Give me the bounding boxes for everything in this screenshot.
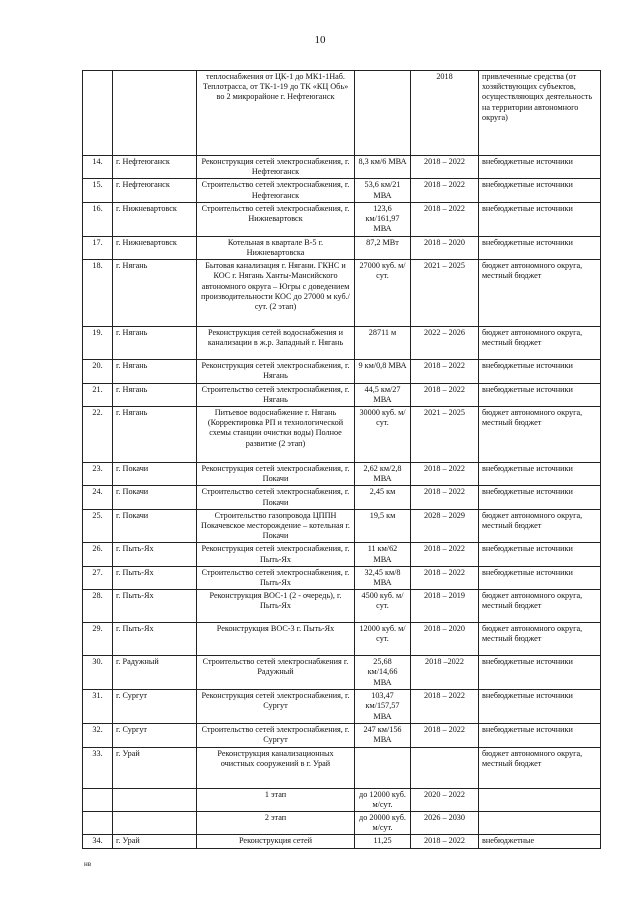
location-cell: г. Сургут — [113, 690, 197, 724]
funding-source-cell: внебюджетные источники — [479, 179, 601, 202]
row-number: 18. — [83, 260, 113, 327]
funding-source-cell: внебюджетные источники — [479, 202, 601, 236]
funding-source-cell: внебюджетные источники — [479, 236, 601, 259]
years-cell: 2018 – 2022 — [411, 463, 479, 486]
location-cell — [113, 71, 197, 156]
capacity-cell: 8,3 км/6 МВА — [355, 156, 411, 179]
row-number: 31. — [83, 690, 113, 724]
row-number: 14. — [83, 156, 113, 179]
location-cell: г. Нягань — [113, 407, 197, 463]
table-row — [83, 724, 601, 747]
object-cell: Реконструкция сетей электроснабжения, г. Нефтеюганск — [197, 156, 355, 179]
row-number: 15. — [83, 179, 113, 202]
funding-source-cell: бюджет автономного округа, местный бюджет — [479, 327, 601, 360]
row-number: 25. — [83, 509, 113, 543]
years-cell: 2018 – 2022 — [411, 724, 479, 747]
funding-source-cell: внебюджетные источники — [479, 486, 601, 509]
table-row — [83, 360, 601, 383]
table-row — [83, 690, 601, 724]
location-cell: г. Урай — [113, 835, 197, 849]
location-cell: г. Нягань — [113, 360, 197, 383]
years-cell: 2028 – 2029 — [411, 509, 479, 543]
table-row — [83, 463, 601, 486]
object-cell: Строительство сетей электроснабжения, г. Нягань — [197, 383, 355, 406]
object-cell: Строительство сетей электроснабжения, г. Нефтеюганск — [197, 179, 355, 202]
location-cell: г. Пыть-Ях — [113, 590, 197, 623]
table-row — [83, 71, 601, 156]
table-row — [83, 509, 601, 543]
capacity-cell: 247 км/156 МВА — [355, 724, 411, 747]
funding-source-cell: бюджет автономного округа, местный бюджет — [479, 509, 601, 543]
funding-source-cell: внебюджетные источники — [479, 566, 601, 589]
funding-source-cell: внебюджетные источники — [479, 360, 601, 383]
location-cell: г. Пыть-Ях — [113, 566, 197, 589]
row-number — [83, 71, 113, 156]
table-row — [83, 812, 601, 835]
years-cell: 2022 – 2026 — [411, 327, 479, 360]
capacity-cell: 2,45 км — [355, 486, 411, 509]
table-row — [83, 236, 601, 259]
row-number: 20. — [83, 360, 113, 383]
object-cell: Строительство сетей электроснабжения, г. Сургут — [197, 724, 355, 747]
location-cell: г. Покачи — [113, 463, 197, 486]
table-row — [83, 156, 601, 179]
footer-mark: нв — [84, 860, 92, 868]
object-cell: 1 этап — [197, 788, 355, 811]
years-cell: 2018 – 2022 — [411, 383, 479, 406]
years-cell: 2018 – 2022 — [411, 486, 479, 509]
row-number: 16. — [83, 202, 113, 236]
funding-source-cell: бюджет автономного округа, местный бюджет — [479, 260, 601, 327]
row-number: 17. — [83, 236, 113, 259]
years-cell: 2018 – 2020 — [411, 623, 479, 656]
capacity-cell: 11,25 — [355, 835, 411, 849]
table-row — [83, 835, 601, 849]
object-cell: Реконструкция сетей электроснабжения, г. Покачи — [197, 463, 355, 486]
years-cell: 2018 – 2019 — [411, 590, 479, 623]
years-cell: 2018 — [411, 71, 479, 156]
funding-source-cell: внебюджетные источники — [479, 156, 601, 179]
capacity-cell: 32,45 км/8 МВА — [355, 566, 411, 589]
row-number: 29. — [83, 623, 113, 656]
years-cell: 2018 – 2022 — [411, 202, 479, 236]
capacity-cell: 103,47 км/157,57 МВА — [355, 690, 411, 724]
object-cell: Строительство газопровода ЦППН Покачевское месторождение – котельная г. Покачи — [197, 509, 355, 543]
years-cell: 2018 – 2022 — [411, 156, 479, 179]
funding-source-cell: внебюджетные источники — [479, 463, 601, 486]
table-body — [83, 71, 601, 849]
capacity-cell: 53,6 км/21 МВА — [355, 179, 411, 202]
row-number: 28. — [83, 590, 113, 623]
funding-source-cell: внебюджетные источники — [479, 656, 601, 690]
location-cell: г. Пыть-Ях — [113, 543, 197, 566]
row-number: 34. — [83, 835, 113, 849]
funding-source-cell: внебюджетные источники — [479, 383, 601, 406]
page-number: 10 — [314, 34, 326, 46]
table-row — [83, 179, 601, 202]
years-cell — [411, 747, 479, 788]
location-cell — [113, 812, 197, 835]
object-cell: Питьевое водоснабжение г. Нягань (Корректировка РП и технологической схемы станции очистки воды) Полное развитие (2 этап) — [197, 407, 355, 463]
years-cell: 2018 – 2022 — [411, 543, 479, 566]
object-cell: 2 этап — [197, 812, 355, 835]
years-cell: 2026 – 2030 — [411, 812, 479, 835]
row-number: 23. — [83, 463, 113, 486]
years-cell: 2018 – 2022 — [411, 566, 479, 589]
object-cell: Строительство сетей электроснабжения, г. Нижневартовск — [197, 202, 355, 236]
capacity-cell: 12000 куб. м/сут. — [355, 623, 411, 656]
object-cell: Реконструкция сетей электроснабжения, г. Пыть-Ях — [197, 543, 355, 566]
years-cell: 2020 – 2022 — [411, 788, 479, 811]
row-number: 32. — [83, 724, 113, 747]
object-cell: Строительство сетей электроснабжения, г. Пыть-Ях — [197, 566, 355, 589]
location-cell — [113, 788, 197, 811]
location-cell: г. Нижневартовск — [113, 202, 197, 236]
location-cell: г. Покачи — [113, 486, 197, 509]
row-number: 21. — [83, 383, 113, 406]
object-cell: Бытовая канализация г. Нягани. ГКНС и КОС г. Нягань Ханты-Мансийского автономного округа – Югры с доведением производительности КОС до 27000 м куб./сут. (2 этап) — [197, 260, 355, 327]
table-row — [83, 788, 601, 811]
location-cell: г. Урай — [113, 747, 197, 788]
capacity-cell: 30000 куб. м/сут. — [355, 407, 411, 463]
capacity-cell: 9 км/0,8 МВА — [355, 360, 411, 383]
row-number: 24. — [83, 486, 113, 509]
years-cell: 2018 – 2022 — [411, 690, 479, 724]
table-row — [83, 747, 601, 788]
table-row — [83, 623, 601, 656]
capacity-cell — [355, 71, 411, 156]
object-cell: Реконструкция канализационных очистных сооружений в г. Урай — [197, 747, 355, 788]
capacity-cell: 28711 м — [355, 327, 411, 360]
row-number: 30. — [83, 656, 113, 690]
location-cell: г. Сургут — [113, 724, 197, 747]
years-cell: 2021 – 2025 — [411, 260, 479, 327]
table-row — [83, 202, 601, 236]
row-number: 26. — [83, 543, 113, 566]
row-number — [83, 788, 113, 811]
funding-source-cell: бюджет автономного округа, местный бюджет — [479, 747, 601, 788]
capacity-cell: 19,5 км — [355, 509, 411, 543]
location-cell: г. Нягань — [113, 383, 197, 406]
funding-source-cell — [479, 788, 601, 811]
funding-source-cell: внебюджетные — [479, 835, 601, 849]
years-cell: 2018 – 2022 — [411, 179, 479, 202]
row-number: 19. — [83, 327, 113, 360]
object-cell: Строительство сетей электроснабжения, г. Покачи — [197, 486, 355, 509]
years-cell: 2021 – 2025 — [411, 407, 479, 463]
row-number: 27. — [83, 566, 113, 589]
funding-source-cell: внебюджетные источники — [479, 690, 601, 724]
years-cell: 2018 – 2020 — [411, 236, 479, 259]
table-row — [83, 260, 601, 327]
location-cell: г. Нефтеюганск — [113, 179, 197, 202]
row-number — [83, 812, 113, 835]
capacity-cell: до 12000 куб. м/сут. — [355, 788, 411, 811]
funding-source-cell: бюджет автономного округа, местный бюджет — [479, 407, 601, 463]
capacity-cell — [355, 747, 411, 788]
capacity-cell: 4500 куб. м/сут. — [355, 590, 411, 623]
object-cell: Реконструкция сетей электроснабжения, г. Нягань — [197, 360, 355, 383]
capacity-cell: до 20000 куб. м/сут. — [355, 812, 411, 835]
location-cell: г. Нягань — [113, 327, 197, 360]
object-cell: Строительство сетей электроснабжения г. Радужный — [197, 656, 355, 690]
capacity-cell: 87,2 МВт — [355, 236, 411, 259]
years-cell: 2018 – 2022 — [411, 835, 479, 849]
capacity-cell: 11 км/62 МВА — [355, 543, 411, 566]
location-cell: г. Радужный — [113, 656, 197, 690]
capacity-cell: 25,68 км/14,66 МВА — [355, 656, 411, 690]
location-cell: г. Нягань — [113, 260, 197, 327]
row-number: 22. — [83, 407, 113, 463]
object-cell: Реконструкция ВОС-3 г. Пыть-Ях — [197, 623, 355, 656]
row-number: 33. — [83, 747, 113, 788]
table-row — [83, 486, 601, 509]
capacity-cell: 123,6 км/161,97 МВА — [355, 202, 411, 236]
years-cell: 2018 – 2022 — [411, 360, 479, 383]
funding-source-cell: бюджет автономного округа, местный бюджет — [479, 623, 601, 656]
location-cell: г. Нефтеюганск — [113, 156, 197, 179]
funding-source-cell — [479, 812, 601, 835]
table-row — [83, 656, 601, 690]
object-cell: Реконструкция ВОС-1 (2 - очередь), г. Пыть-Ях — [197, 590, 355, 623]
funding-source-cell: привлеченные средства (от хозяйствующих субъектов, осуществляющих деятельность на территории автономного округа) — [479, 71, 601, 156]
object-cell: Реконструкция сетей водоснабжения и канализации в ж.р. Западный г. Нягань — [197, 327, 355, 360]
funding-source-cell: внебюджетные источники — [479, 724, 601, 747]
capacity-cell: 2,62 км/2,8 МВА — [355, 463, 411, 486]
table-row — [83, 543, 601, 566]
capacity-cell: 27000 куб. м/сут. — [355, 260, 411, 327]
funding-source-cell: бюджет автономного округа, местный бюджет — [479, 590, 601, 623]
table-row — [83, 590, 601, 623]
capacity-cell: 44,5 км/27 МВА — [355, 383, 411, 406]
table-row — [83, 407, 601, 463]
funding-source-cell: внебюджетные источники — [479, 543, 601, 566]
object-cell: Котельная в квартале В-5 г. Нижневартовска — [197, 236, 355, 259]
table-row — [83, 327, 601, 360]
object-cell: Реконструкция сетей электроснабжения, г. Сургут — [197, 690, 355, 724]
table-row — [83, 383, 601, 406]
location-cell: г. Пыть-Ях — [113, 623, 197, 656]
object-cell: Реконструкция сетей — [197, 835, 355, 849]
object-cell: теплоснабжения от ЦК-1 до МК1-1Наб. Теплотрасса, от ТК-1-19 до ТК «КЦ Обь» во 2 микрорайоне г. Нефтеюганск — [197, 71, 355, 156]
location-cell: г. Нижневартовск — [113, 236, 197, 259]
location-cell: г. Покачи — [113, 509, 197, 543]
infrastructure-table — [82, 70, 601, 849]
table-row — [83, 566, 601, 589]
years-cell: 2018 –2022 — [411, 656, 479, 690]
